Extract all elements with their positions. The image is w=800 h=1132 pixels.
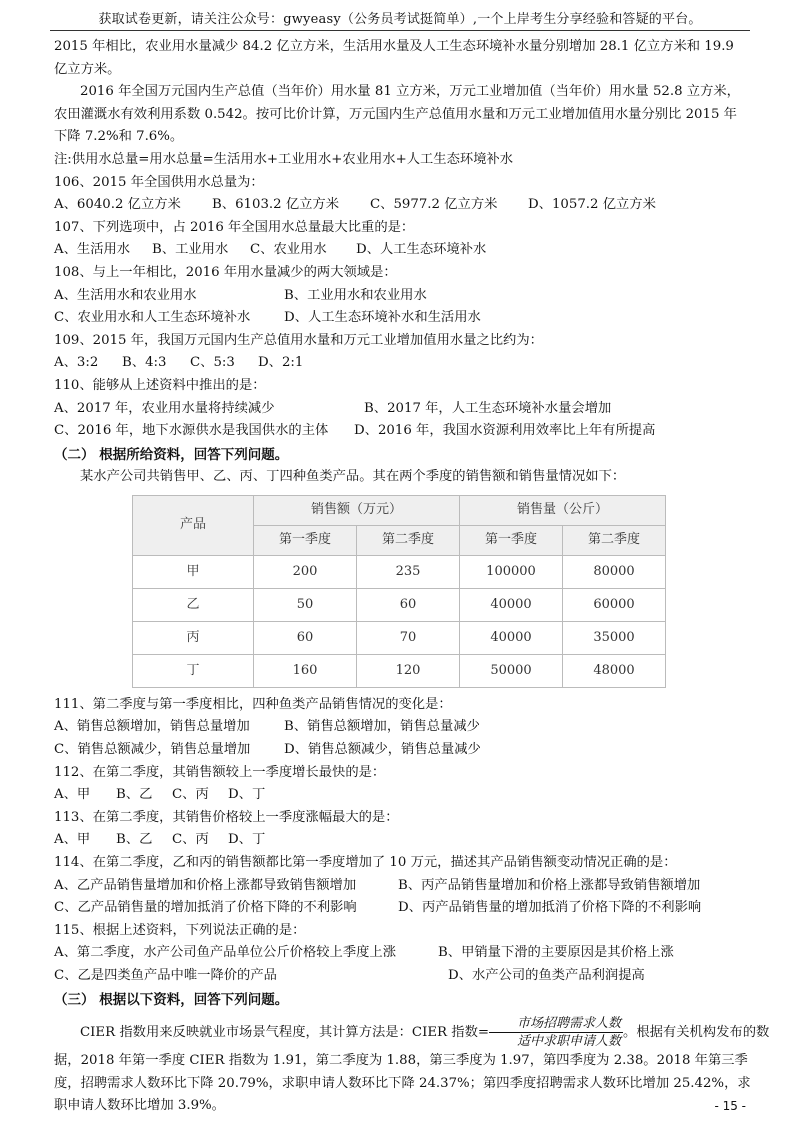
option-a: A、3:2 [54, 355, 99, 371]
question-111-stem: 111、第二季度与第一季度相比，四种鱼类产品销售情况的变化是： [54, 696, 452, 712]
col-header-sales-q2: 第二季度 [357, 525, 460, 555]
option-c: C、乙是四类鱼产品中唯一降价的产品 [54, 968, 277, 983]
paragraph-line: 下降 7.2%和 7.6%。 [54, 129, 184, 145]
cell-volume-q2: 35000 [563, 621, 666, 654]
option-b: B、6103.2 亿立方米 [212, 197, 340, 213]
option-b: B、销售总额增加，销售总量减少 [284, 719, 480, 735]
question-106-stem: 106、2015 年全国供用水总量为： [54, 174, 264, 190]
col-header-volume-q2: 第二季度 [563, 525, 666, 555]
option-c: C、乙产品销售量的增加抵消了价格下降的不利影响 [54, 900, 357, 916]
option-a: A、甲 [54, 832, 91, 848]
cell-sales-q2: 120 [357, 654, 460, 687]
col-header-volume-q1: 第一季度 [460, 525, 563, 555]
option-a: A、甲 [54, 787, 91, 803]
option-d: D、2:1 [258, 355, 304, 371]
cell-sales-q2: 70 [357, 621, 460, 654]
cier-formula-line [54, 1015, 770, 1050]
option-c: C、2016 年，地下水源供水是我国供水的主体 [54, 423, 329, 439]
question-111-options-row2 [54, 739, 754, 762]
cell-volume-q2: 80000 [563, 555, 666, 588]
paragraph-line: 农田灌溉水有效利用系数 0.542。按可比价计算，万元国内生产总值用水量和万元工业增加值用水量分别比 2015 年 [54, 106, 737, 122]
question-115-options-row2 [54, 965, 754, 988]
option-c: C、销售总额减少，销售总量增加 [54, 742, 251, 758]
option-a: A、生活用水和农业用水 [54, 287, 197, 303]
question-108-options-row2 [54, 307, 754, 330]
option-d: D、水产公司的鱼类产品利润提高 [448, 968, 645, 983]
page-header: 获取试卷更新，请关注公众号：gwyeasy（公务员考试挺简单）,一个上岸考生分享经验和答疑的平台。 [98, 12, 702, 27]
cier-tail: 。根据有关机构发布的数 [623, 1025, 770, 1041]
question-108-stem: 108、与上一年相比，2016 年用水量减少的两大领域是： [54, 264, 397, 280]
option-c: C、5977.2 亿立方米 [370, 197, 498, 213]
question-112-options [54, 784, 754, 807]
cell-product: 丁 [133, 654, 254, 687]
question-111-options-row1 [54, 716, 754, 739]
question-110-options-row2 [54, 420, 754, 443]
page-content [54, 36, 770, 1118]
section-3-title: （三） 根据以下资料，回答下列问题。 [54, 991, 289, 1008]
option-b: B、工业用水和农业用水 [284, 287, 427, 303]
cier-lead: CIER 指数用来反映就业市场景气程度，其计算方法是：CIER 指数= [80, 1025, 490, 1041]
question-108-options-row1 [54, 285, 754, 308]
question-107-stem: 107、下列选项中，占 2016 年全国用水总量最大比重的是： [54, 219, 415, 235]
table-row [133, 654, 666, 687]
cell-volume-q1: 50000 [460, 654, 563, 687]
question-115-stem: 115、根据上述资料，下列说法正确的是： [54, 922, 306, 938]
page-number: - 15 - [714, 1099, 746, 1113]
cell-product: 甲 [133, 555, 254, 588]
option-b: B、4:3 [122, 355, 167, 371]
question-114-options-row2 [54, 897, 754, 920]
option-b: B、工业用水 [152, 242, 229, 258]
question-114-stem: 114、在第二季度，乙和丙的销售额都比第一季度增加了 10 万元，描述其产品销售额变动情况正确的是： [54, 855, 677, 871]
cell-sales-q1: 50 [254, 588, 357, 621]
question-114-options-row1 [54, 875, 754, 898]
option-a: A、2017 年，农业用水量将持续减少 [54, 400, 275, 416]
option-a: A、生活用水 [54, 242, 131, 258]
option-c: C、农业用水 [250, 242, 327, 258]
option-c: C、丙 [172, 787, 209, 803]
section-2-intro: 某水产公司共销售甲、乙、丙、丁四种鱼类产品。其在两个季度的销售额和销售量情况如下： [80, 469, 626, 485]
col-header-sales-q1: 第一季度 [254, 525, 357, 555]
option-a: A、乙产品销售量增加和价格上涨都导致销售额增加 [54, 877, 357, 893]
cier-fraction [489, 1015, 623, 1050]
question-109-options [54, 352, 754, 375]
option-c: C、5:3 [190, 355, 235, 371]
cier-denominator: 适中求职申请人数 [517, 1034, 622, 1050]
question-113-stem: 113、在第二季度，其销售价格较上一季度涨幅最大的是： [54, 809, 399, 825]
option-d: D、丁 [228, 787, 266, 803]
option-b: B、乙 [116, 832, 153, 848]
cell-volume-q1: 40000 [460, 621, 563, 654]
cell-volume-q2: 48000 [563, 654, 666, 687]
cell-product: 乙 [133, 588, 254, 621]
option-b: B、乙 [116, 787, 153, 803]
paragraph-line: 2015 年相比，农业用水量减少 84.2 亿立方米，生活用水量及人工生态环境补水量分别增加 28.1 亿立方米和 19.9 [54, 39, 734, 54]
table-row [133, 588, 666, 621]
cell-sales-q2: 235 [357, 555, 460, 588]
option-b: B、2017 年，人工生态环境补水量会增加 [364, 400, 612, 416]
paragraph-line: 2016 年全国万元国内生产总值（当年价）用水量 81 立方米，万元工业增加值（当年价）用水量 52.8 立方米， [80, 84, 740, 100]
cell-sales-q1: 60 [254, 621, 357, 654]
question-112-stem: 112、在第二季度，其销售额较上一季度增长最快的是： [54, 764, 386, 780]
option-d: D、人工生态环境补水和生活用水 [284, 310, 481, 326]
option-d: D、1057.2 亿立方米 [528, 197, 656, 213]
option-a: A、6040.2 亿立方米 [54, 197, 181, 213]
question-113-options [54, 829, 754, 852]
table-row [133, 555, 666, 588]
question-110-options-row1 [54, 398, 754, 421]
question-110-stem: 110、能够从上述资料中推出的是： [54, 377, 266, 393]
option-a: A、销售总额增加，销售总量增加 [54, 719, 250, 735]
option-c: C、农业用水和人工生态环境补水 [54, 310, 251, 326]
cier-numerator: 市场招聘需求人数 [489, 1015, 623, 1033]
question-106-options [54, 194, 754, 217]
cell-sales-q2: 60 [357, 588, 460, 621]
option-d: D、销售总额减少，销售总量减少 [284, 742, 481, 758]
option-a: A、第二季度，水产公司鱼产品单位公斤价格较上季度上涨 [54, 945, 397, 961]
option-b: B、甲销量下滑的主要原因是其价格上涨 [438, 945, 674, 961]
option-c: C、丙 [172, 832, 209, 848]
cell-sales-q1: 160 [254, 654, 357, 687]
col-header-sales: 销售额（万元） [254, 495, 460, 525]
question-107-options [54, 239, 754, 262]
note-line: 注:供用水总量=用水总量=生活用水+工业用水+农业用水+人工生态环境补水 [54, 151, 514, 167]
question-109-stem: 109、2015 年，我国万元国内生产总值用水量和万元工业增加值用水量之比约为： [54, 332, 543, 348]
cell-volume-q2: 60000 [563, 588, 666, 621]
table-row [133, 621, 666, 654]
sales-table-wrapper [132, 495, 754, 688]
col-header-product: 产品 [133, 495, 254, 555]
paragraph-line: 职申请人数环比增加 3.9%。 [54, 1098, 225, 1114]
sales-table [132, 495, 666, 688]
option-d: D、人工生态环境补水 [356, 242, 487, 258]
section-2-title: （二） 根据所给资料，回答下列问题。 [54, 446, 289, 463]
paragraph-line: 度，招聘需求人数环比下降 20.79%，求职申请人数环比下降 24.37%；第四季度招聘需求人数环比增加 25.42%，求 [54, 1075, 751, 1091]
option-d: D、2016 年，我国水资源利用效率比上年有所提高 [354, 423, 656, 439]
paragraph-line: 据，2018 年第一季度 CIER 指数为 1.91，第二季度为 1.88，第三季度为 1.97，第四季度为 2.38。2018 年第三季 [54, 1053, 748, 1069]
cell-sales-q1: 200 [254, 555, 357, 588]
option-d: D、丙产品销售量的增加抵消了价格下降的不利影响 [398, 900, 702, 916]
option-d: D、丁 [228, 832, 266, 848]
paragraph-line: 亿立方米。 [54, 61, 121, 77]
col-header-volume: 销售量（公斤） [460, 495, 666, 525]
question-115-options-row1 [54, 942, 754, 965]
cell-product: 丙 [133, 621, 254, 654]
cell-volume-q1: 100000 [460, 555, 563, 588]
header-divider [50, 30, 750, 31]
option-b: B、丙产品销售量增加和价格上涨都导致销售额增加 [398, 877, 701, 893]
cell-volume-q1: 40000 [460, 588, 563, 621]
